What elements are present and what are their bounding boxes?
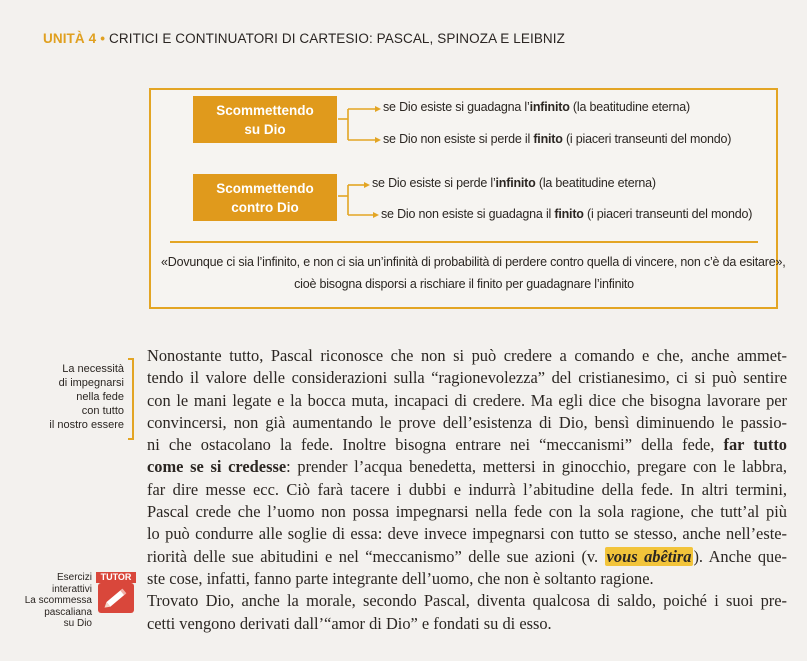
interactive-exercises-note[interactable] (10, 572, 92, 630)
exercises-line: su Dio (63, 618, 92, 629)
paragraph-line: far dire messe ecc. Ciò farà tacere i dubbi e indurrà l’abitudine della fede. In altri termini, (147, 479, 787, 499)
quote-line-2: cioè bisogna disporsi a rischiare il finito per guadagnare l’infinito (294, 277, 634, 291)
tutor-button[interactable] (96, 572, 136, 614)
margin-note-line: nella fede (76, 391, 124, 403)
header-separator: • (100, 31, 106, 46)
chapter-title: CRITICI E CONTINUATORI DI CARTESIO: PASCAL, SPINOZA E LEIBNIZ (109, 31, 565, 46)
paragraph-line: Nonostante tutto, Pascal riconosce che non si può credere a comando e che, anche ammet- (147, 346, 787, 365)
bold-phrase: far tutto (723, 435, 787, 455)
branch-text: se Dio esiste si guadagna l’ (383, 100, 530, 114)
pascal-quote (161, 251, 786, 295)
glossary-link-vous-abetira[interactable]: vous abêtira (606, 546, 692, 566)
paragraph-line: Pascal crede che l’uomo non possa impegnarsi nella fede con la sola ragione, che tutt’al più (147, 502, 787, 522)
pencil-icon (98, 583, 134, 613)
bet-for-branch-1 (383, 100, 690, 114)
branch-text: (la beatitudine eterna) (535, 176, 656, 190)
paragraph-line: Trovato Dio, anche la morale, secondo Pascal, diventa qualcosa di saldo, poiché i suoi pre- (147, 591, 787, 611)
paragraph-line: convincersi, non già aumentando le prove dell’esistenza di Dio, bensì diminuendo le passio- (147, 412, 787, 432)
text-run: : prender l’acqua benedetta, mettersi in ginocchio, pregare con le labbra, (286, 457, 788, 477)
paragraph-line: con le mani legate e la bocca muta, incapaci di credere. Ma egli dice che bisogna lavorare per (147, 390, 787, 410)
margin-note-line: La necessità (62, 363, 124, 375)
bet-against-branch-2 (381, 207, 752, 221)
paragraph-line: tendo il valore delle considerazioni sulla “ragionevolezza” del cristianesimo, ci si può sentire (147, 368, 787, 388)
bet-for-label-1: Scommettendo (216, 102, 314, 118)
bet-against-label-2: contro Dio (231, 199, 299, 215)
branch-text: se Dio non esiste si perde il (383, 132, 534, 146)
bet-for-label-2: su Dio (244, 121, 286, 137)
margin-note-line: con tutto (81, 405, 124, 417)
margin-note-line: il nostro essere (49, 419, 124, 431)
paragraph-line (147, 434, 787, 456)
unit-label: UNITÀ 4 (43, 31, 97, 46)
branch-text: (i piaceri transeunti del mondo) (583, 207, 753, 221)
exercises-line: Esercizi (56, 572, 92, 583)
exercises-line: pascaliana (44, 606, 92, 618)
bet-against-branch-1 (372, 176, 656, 190)
branch-text: (i piaceri transeunti del mondo) (562, 132, 732, 146)
page-header (43, 31, 565, 46)
paragraph-line: ste cose, infatti, fanno parte integrante dell’uomo, che non è soltanto ragione. (147, 568, 654, 588)
scheme-divider (170, 241, 758, 243)
exercises-line: La scommessa (24, 595, 92, 606)
bet-against-god-box (193, 174, 337, 221)
branch-bold: finito (554, 207, 584, 221)
exercises-line: interattivi (51, 583, 92, 595)
tutor-label: TUTOR (96, 572, 136, 583)
text-run: ). Anche que- (693, 546, 787, 566)
margin-note-bracket (128, 358, 134, 440)
paragraph-line: lo può condurre alle soglie di essa: deve invece impegnarsi con tutto se stesso, anche nell’este- (147, 524, 787, 544)
text-run: ni che ostacolano la fede. Inoltre bisogna entrare nei “meccanismi” della fede, (147, 435, 724, 455)
bet-for-branch-2 (383, 132, 731, 146)
quote-line-1: «Dovunque ci sia l’infinito, e non ci sia un’infinità di probabilità di perdere contro quella di vincere, non c’è da esitare», (161, 255, 786, 269)
bet-for-god-box (193, 96, 337, 143)
main-paragraph (147, 345, 787, 635)
bet-against-label-1: Scommettendo (216, 180, 314, 196)
paragraph-line: cetti vengono derivati dall’“amor di Dio” e fondati su di esso. (147, 613, 552, 633)
branch-bold: infinito (529, 100, 570, 114)
branch-bold: infinito (495, 176, 536, 190)
branch-text: (la beatitudine eterna) (569, 100, 690, 114)
branch-bold: finito (533, 132, 563, 146)
paragraph-line (147, 456, 787, 478)
branch-text: se Dio non esiste si guadagna il (381, 207, 555, 221)
wager-scheme-box (149, 88, 786, 309)
margin-note-commitment (24, 362, 124, 432)
paragraph-line (147, 546, 787, 568)
margin-note-line: di impegnarsi (58, 377, 124, 389)
text-run: riorità delle sue abitudini e nel “meccanismo” delle sue azioni (v. (147, 546, 605, 566)
branch-text: se Dio esiste si perde l’ (372, 176, 496, 190)
bold-phrase: come se si credesse (147, 457, 287, 477)
